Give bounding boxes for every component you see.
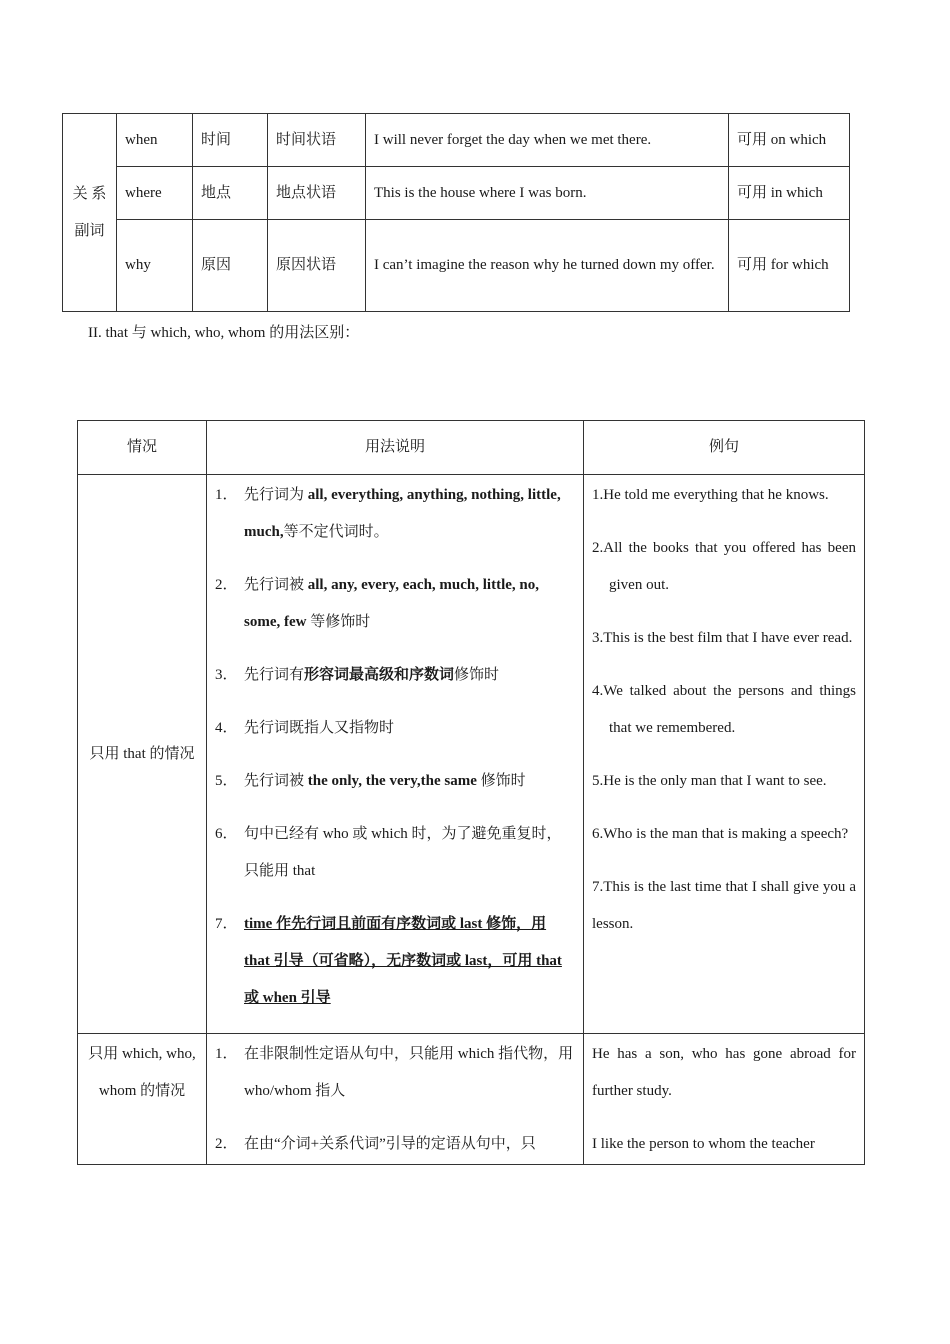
alt-cell: 可用 in which <box>729 167 850 220</box>
word-cell: where <box>117 167 193 220</box>
example-sentence: He has a son, who has gone abroad for further study. <box>592 1046 856 1099</box>
rule-text: 修饰时 <box>454 667 500 683</box>
example-sentence: 6.Who is the man that is making a speech? <box>592 826 849 842</box>
list-item <box>215 657 575 694</box>
table-row <box>78 1034 865 1165</box>
list-item <box>215 710 575 747</box>
group-label-cell <box>63 114 117 312</box>
rules-list <box>215 477 575 1017</box>
list-item <box>215 477 575 551</box>
usage-table <box>77 420 865 1165</box>
table-row <box>63 114 850 167</box>
rule-keyword: all, any, every, each, much, little, no, some, few <box>244 577 539 630</box>
rule-number: 4． <box>215 720 238 736</box>
header-rule: 用法说明 <box>207 421 584 475</box>
word-cell: when <box>117 114 193 167</box>
rule-number: 7． <box>215 916 238 932</box>
rule-text: 先行词被 <box>244 577 308 593</box>
rule-text: 在非限制性定语从句中，只能用 which 指代物，用 who/whom 指人 <box>244 1046 574 1099</box>
meaning-cell: 原因 <box>193 220 268 312</box>
example-cell: I can’t imagine the reason why he turned down my offer. <box>366 220 729 312</box>
section-title: II. that 与 which, who, whom 的用法区别： <box>88 325 360 341</box>
rule-keyword: all, everything, anything, nothing, little, much, <box>244 487 561 540</box>
example-sentence: 1.He told me everything that he knows. <box>592 487 829 503</box>
rule-text: 等修饰时 <box>306 614 371 630</box>
header-example: 例句 <box>584 421 865 475</box>
rule-number: 6． <box>215 826 238 842</box>
rule-number: 3． <box>215 667 238 683</box>
rule-number: 2． <box>215 1136 238 1152</box>
rule-text: 修饰时 <box>476 773 526 789</box>
example-sentence: 3.This is the best film that I have ever read. <box>592 630 853 646</box>
alt-cell: 可用 on which <box>729 114 850 167</box>
rule-text: 在由“介词+关系代词”引导的定语从句中，只 <box>244 1136 536 1152</box>
rule-number: 5． <box>215 773 238 789</box>
header-case: 情况 <box>78 421 207 475</box>
word-cell: why <box>117 220 193 312</box>
rule-keyword: 形容词最高级和序数词 <box>304 667 455 683</box>
rule-text: 先行词有 <box>244 667 305 683</box>
examples-cell <box>584 1034 865 1165</box>
list-item <box>215 763 575 800</box>
list-item <box>215 1036 575 1110</box>
list-item <box>215 567 575 641</box>
table-row <box>63 220 850 312</box>
rule-text: 句中已经有 who 或 which 时，为了避免重复时，只能用 that <box>244 826 562 879</box>
examples-cell <box>584 475 865 1034</box>
rule-number: 1． <box>215 487 238 503</box>
table-row <box>78 475 865 1034</box>
rule-text: 等不定代词时。 <box>283 524 389 540</box>
group-label: 关 系 副词 <box>72 185 107 239</box>
case-cell <box>78 1034 207 1165</box>
example-sentence: 2.All the books that you offered has been given out. <box>592 540 856 593</box>
function-cell: 原因状语 <box>268 220 366 312</box>
example-cell: This is the house where I was born. <box>366 167 729 220</box>
rule-number: 1． <box>215 1046 238 1062</box>
meaning-cell: 时间 <box>193 114 268 167</box>
rules-cell <box>207 1034 584 1165</box>
example-sentence: 5.He is the only man that I want to see. <box>592 773 827 789</box>
list-item <box>215 906 575 1017</box>
relative-adverb-table <box>62 113 850 312</box>
alt-cell: 可用 for which <box>729 220 850 312</box>
function-cell: 地点状语 <box>268 167 366 220</box>
rule-text: 先行词被 <box>244 773 308 789</box>
example-sentence: 7.This is the last time that I shall give you a lesson. <box>592 879 856 932</box>
table-row <box>63 167 850 220</box>
meaning-cell: 地点 <box>193 167 268 220</box>
rule-number: 2． <box>215 577 238 593</box>
list-item <box>215 816 575 890</box>
example-sentence: I like the person to whom the teacher <box>592 1136 815 1152</box>
rule-keyword: the only, the very,the same <box>307 773 477 789</box>
list-item <box>215 1126 575 1163</box>
header-row <box>78 421 865 475</box>
rule-text: 先行词为 <box>244 487 308 503</box>
rules-list <box>215 1036 575 1163</box>
case-label: 只用 which, who, whom 的情况 <box>88 1046 196 1099</box>
example-sentence: 4.We talked about the persons and things that we remembered. <box>592 683 856 736</box>
rule-text: 先行词既指人又指物时 <box>244 720 395 736</box>
rule-keyword: time 作先行词且前面有序数词或 last 修饰，用 that 引导（可省略），无序数词或 last，可用 that 或 when 引导 <box>244 916 562 1006</box>
case-label: 只用 that 的情况 <box>89 745 195 762</box>
example-cell: I will never forget the day when we met there. <box>366 114 729 167</box>
function-cell: 时间状语 <box>268 114 366 167</box>
case-cell <box>78 475 207 1034</box>
rules-cell <box>207 475 584 1034</box>
